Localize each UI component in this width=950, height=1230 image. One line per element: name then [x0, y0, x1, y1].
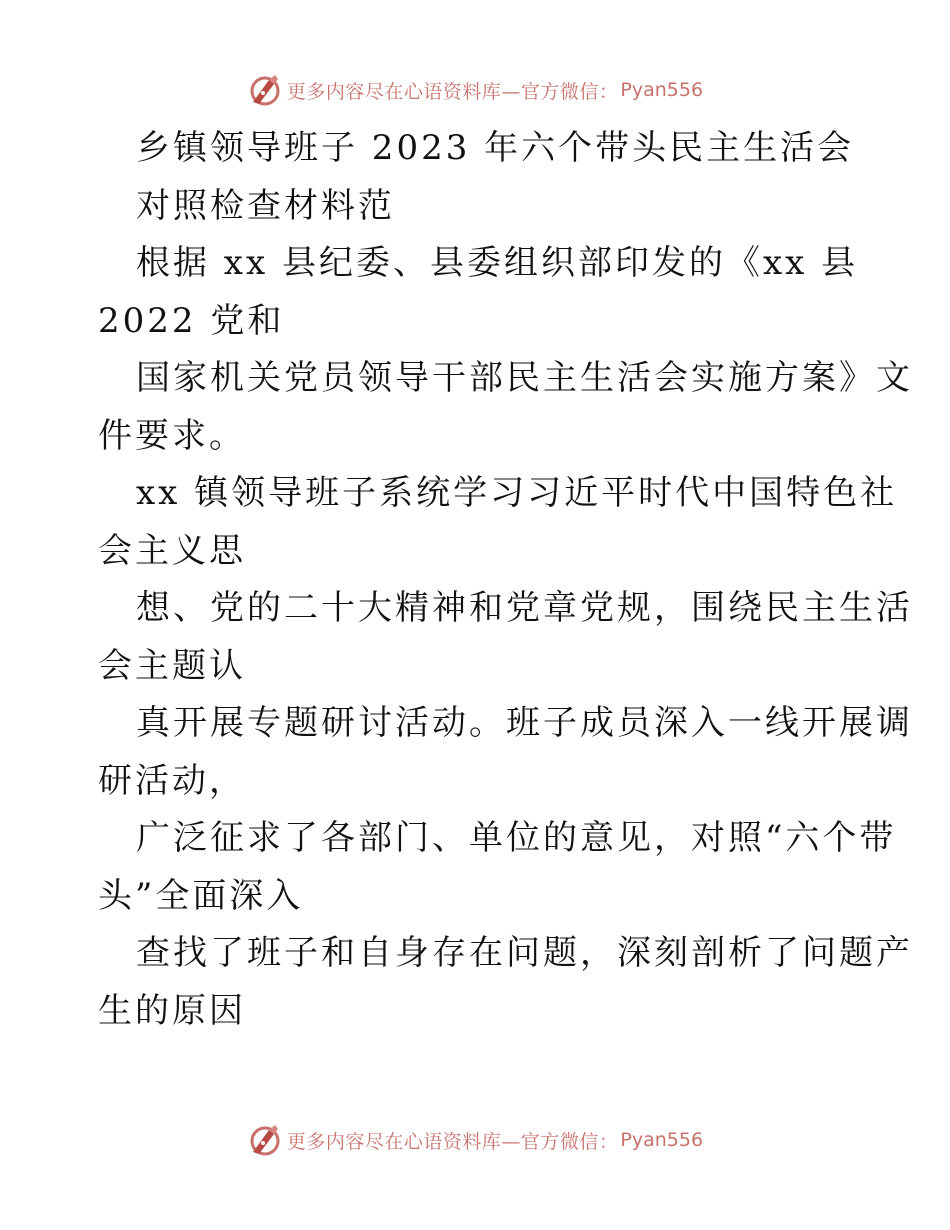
document-body: [98, 120, 913, 1040]
watermark-text: 更多内容尽在心语资料库—官方微信：: [286, 1130, 619, 1153]
body-line: xx 镇领导班子系统学习习近平时代中国特色社: [136, 473, 898, 513]
body-line: 会主题认: [98, 645, 246, 686]
header-watermark: [0, 70, 950, 110]
body-line: 根据 xx 县纪委、县委组织部印发的《xx 县: [136, 243, 859, 283]
body-line: 头”全面深入: [98, 875, 304, 916]
body-line: 生的原因: [98, 990, 246, 1031]
body-line: 乡镇领导班子 2023 年六个带头民主生活会: [136, 128, 855, 168]
body-line: 真开展专题研讨活动。班子成员深入一线开展调: [136, 703, 913, 743]
watermark-wechat-id: Pyan556: [620, 1129, 704, 1151]
body-line: 对照检查材料范: [136, 185, 395, 226]
body-line: 会主义思: [98, 530, 246, 571]
body-line: 广泛征求了各部门、单位的意见，对照“六个带: [136, 818, 897, 858]
pen-nib-circle-icon: [247, 1122, 283, 1158]
body-line: 想、党的二十大精神和党章党规，围绕民主生活: [136, 588, 913, 628]
watermark-text: 更多内容尽在心语资料库—官方微信：: [286, 80, 619, 103]
body-line: 2022 党和: [98, 300, 285, 341]
body-line: 研活动，: [98, 760, 246, 801]
watermark-wechat-id: Pyan556: [620, 79, 704, 101]
body-line: 件要求。: [98, 415, 246, 456]
footer-watermark: [0, 1120, 950, 1160]
body-line: 国家机关党员领导干部民主生活会实施方案》文: [136, 358, 913, 398]
body-line: 查找了班子和自身存在问题，深刻剖析了问题产: [136, 933, 913, 973]
pen-nib-circle-icon: [247, 72, 283, 108]
